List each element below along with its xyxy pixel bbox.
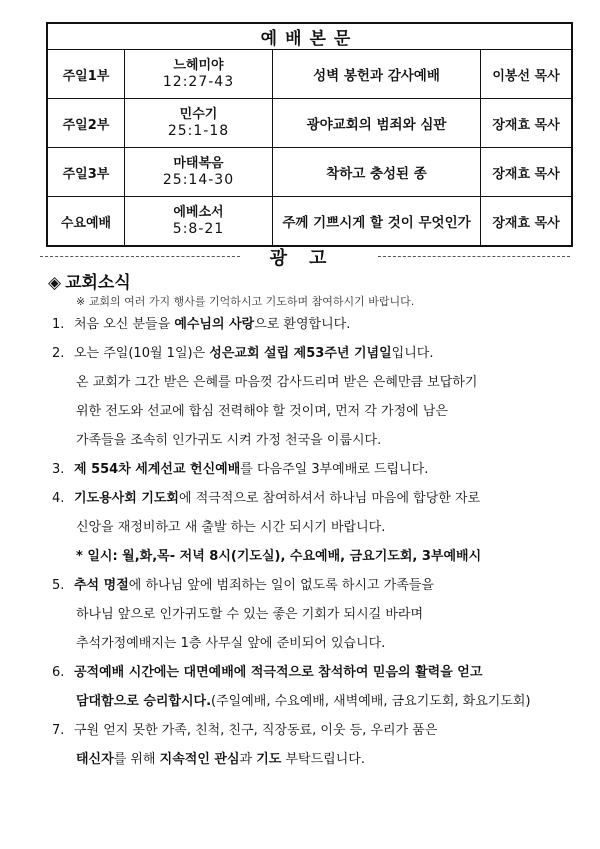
scripture-verse: 5:8-21 [172, 221, 225, 237]
emphasis-text: 기도용사회 기도회 [74, 491, 179, 506]
announcement-line [76, 632, 385, 651]
announcement-line [52, 313, 350, 332]
announcement-line [76, 400, 448, 419]
emphasis-text: 지속적인 관심 [159, 752, 240, 767]
announcement-line [52, 487, 480, 506]
section-note: ※ 교회의 여러 가지 행사를 기억하시고 기도하며 참여하시기 바랍니다. [76, 295, 415, 308]
pastor-name: 장재효 목사 [481, 197, 573, 247]
item-number: 3. [52, 462, 65, 477]
emphasis-text: 추석 명절 [74, 578, 129, 593]
announcement-line [52, 458, 428, 477]
body-text: 위한 전도와 선교에 합심 전력해야 할 것이며, 먼저 각 가정에 남은 [76, 404, 448, 419]
service-name: 주일2부 [47, 99, 125, 148]
divider [378, 256, 570, 257]
section-heading [48, 268, 131, 293]
emphasis-text: 태신자 [76, 752, 114, 767]
emphasis-text: 예수님의 사랑 [174, 317, 255, 332]
scripture-verse: 25:1-18 [167, 123, 230, 139]
body-text: 를 위해 [113, 752, 160, 767]
scripture-book: 느헤미야 [173, 58, 224, 73]
body-text: 오는 주일(10월 1일)은 [74, 346, 210, 361]
pastor-name: 장재효 목사 [481, 99, 573, 148]
table-title: 예배본문 [47, 23, 572, 50]
announcement-line [76, 603, 423, 622]
body-text: 신앙을 재정비하고 새 출발 하는 시간 되시기 바랍니다. [76, 520, 386, 535]
sermon-title: 광야교회의 범죄와 심판 [273, 99, 481, 148]
service-name: 주일1부 [47, 50, 125, 99]
pastor-name: 이봉선 목사 [481, 50, 573, 99]
section-title: 교회소식 [65, 273, 131, 293]
sermon-title: 성벽 봉헌과 감사예배 [273, 50, 481, 99]
scripture-ref [125, 148, 273, 197]
body-text: 가족들을 조속히 인가귀도 시켜 가정 천국을 이룹시다. [76, 433, 382, 448]
scripture-book: 마태복음 [173, 156, 224, 171]
item-number: 1. [52, 317, 65, 332]
announcement-line [76, 748, 365, 767]
announcement-line [76, 690, 531, 709]
emphasis-text: * 일시: 월,화,목- 저녁 8시(기도실), 수요예배, 금요기도회, 3부예배시 [76, 549, 482, 564]
scripture-ref [125, 197, 273, 247]
body-text: 과 [239, 752, 257, 767]
body-text: 으로 환영합니다. [254, 317, 351, 332]
body-text: 에 하나님 앞에 범죄하는 일이 없도록 하시고 가족들을 [128, 578, 434, 593]
body-text: 추석가정예배지는 1층 사무실 앞에 준비되어 있습니다. [76, 636, 386, 651]
table-row [47, 197, 572, 247]
body-text: 구원 얻지 못한 가족, 친척, 친구, 직장동료, 이웃 등, 우리가 품은 [74, 723, 438, 738]
announcement-header [40, 246, 570, 269]
table-row [47, 99, 572, 148]
item-number: 4. [52, 491, 65, 506]
announcement-line [76, 429, 381, 448]
emphasis-text: 기도 [256, 752, 282, 767]
scripture-verse: 12:27-43 [162, 74, 235, 90]
service-name: 수요예배 [47, 197, 125, 247]
body-text: 처음 오신 분들을 [74, 317, 175, 332]
divider [40, 256, 240, 257]
emphasis-text: 담대함으로 승리합시다. [76, 694, 212, 709]
announcement-line [76, 545, 481, 564]
table-row [47, 50, 572, 99]
scripture-ref [125, 99, 273, 148]
sermon-table [46, 22, 573, 247]
item-number: 5. [52, 578, 65, 593]
emphasis-text: 공적예배 시간에는 대면예배에 적극적으로 참석하여 믿음의 활력을 얻고 [74, 665, 483, 680]
body-text: 온 교회가 그간 받은 은혜를 마음껏 감사드리며 받은 은혜만큼 보답하기 [76, 375, 478, 390]
scripture-verse: 25:14-30 [162, 172, 235, 188]
item-number: 7. [52, 723, 65, 738]
body-text: 부탁드립니다. [281, 752, 365, 767]
body-text: 입니다. [391, 346, 434, 361]
sermon-title: 주께 기쁘시게 할 것이 무엇인가 [273, 197, 481, 247]
body-text: 에 적극적으로 참여하셔서 하나님 마음에 합당한 자로 [179, 491, 481, 506]
body-text: 를 다음주일 3부예배로 드립니다. [240, 462, 429, 477]
announcement-title: 광고 [269, 248, 349, 269]
service-name: 주일3부 [47, 148, 125, 197]
table-row [47, 148, 572, 197]
body-text: 하나님 앞으로 인가귀도할 수 있는 좋은 기회가 되시길 바라며 [76, 607, 424, 622]
emphasis-text: 제 554차 세계선교 헌신예배 [74, 462, 241, 477]
announcement-line [52, 661, 482, 680]
announcement-line [52, 342, 433, 361]
announcement-line [52, 574, 434, 593]
pastor-name: 장재효 목사 [481, 148, 573, 197]
item-number: 6. [52, 665, 65, 680]
announcement-line [76, 371, 477, 390]
announcement-line [52, 719, 437, 738]
scripture-ref [125, 50, 273, 99]
scripture-book: 민수기 [179, 107, 218, 122]
diamond-bullet-icon: ◈ [48, 273, 62, 293]
sermon-title: 착하고 충성된 종 [273, 148, 481, 197]
item-number: 2. [52, 346, 65, 361]
emphasis-text: 성은교회 설립 제53주년 기념일 [209, 346, 392, 361]
announcement-line [76, 516, 385, 535]
scripture-book: 에베소서 [173, 205, 224, 220]
body-text: (주일예배, 수요예배, 새벽예배, 금요기도회, 화요기도회) [211, 694, 531, 709]
